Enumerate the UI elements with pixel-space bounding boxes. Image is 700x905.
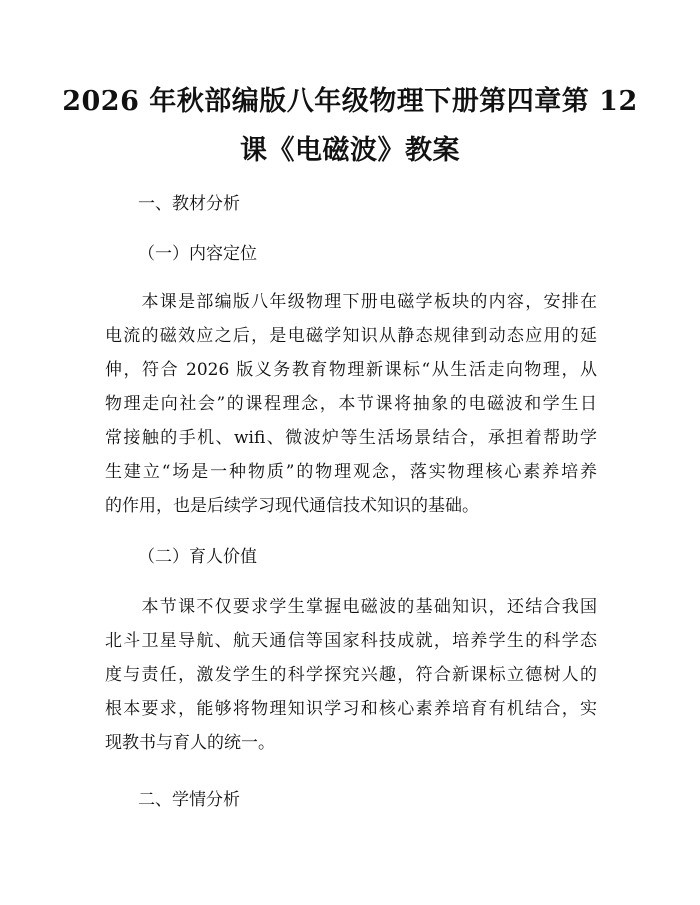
paragraph-line: 北斗卫星导航、航天通信等国家科技成就，培养学生的科学态 [105, 631, 597, 651]
paragraph-educational-value [105, 590, 597, 760]
paragraph-content-positioning [105, 285, 597, 523]
paragraph-line: 生建立“场是一种物质”的物理观念，落实物理核心素养培养 [105, 462, 597, 482]
paragraph-line: 伸，符合 2026 版义务教育物理新课标“从生活走向物理，从 [105, 360, 597, 380]
paragraph-line: 度与责任，激发学生的科学探究兴趣，符合新课标立德树人的 [105, 665, 597, 685]
paragraph-line: 本节课不仅要求学生掌握电磁波的基础知识，还结合我国 [105, 597, 597, 617]
subsection-heading-educational-value: （二）育人价值 [138, 547, 257, 567]
paragraph-line: 常接触的手机、wifi、微波炉等生活场景结合，承担着帮助学 [105, 428, 597, 448]
paragraph-line: 的作用，也是后续学习现代通信技术知识的基础。 [105, 496, 479, 516]
paragraph-line: 根本要求，能够将物理知识学习和核心素养培育有机结合，实 [105, 699, 597, 719]
section-heading-learner-analysis: 二、学情分析 [138, 790, 240, 810]
paragraph-line: 现教书与育人的统一。 [105, 733, 275, 753]
paragraph-line: 物理走向社会”的课程理念，本节课将抽象的电磁波和学生日 [105, 394, 597, 414]
paragraph-line: 电流的磁效应之后，是电磁学知识从静态规律到动态应用的延 [105, 326, 597, 346]
section-heading-textbook-analysis: 一、教材分析 [138, 194, 240, 214]
subsection-heading-content-positioning: （一）内容定位 [138, 244, 257, 264]
document-title-line-1: 2026 年秋部编版八年级物理下册第四章第 12 [62, 86, 638, 117]
paragraph-line: 本课是部编版八年级物理下册电磁学板块的内容，安排在 [105, 292, 597, 312]
document-title-line-2: 课《电磁波》教案 [240, 135, 460, 166]
